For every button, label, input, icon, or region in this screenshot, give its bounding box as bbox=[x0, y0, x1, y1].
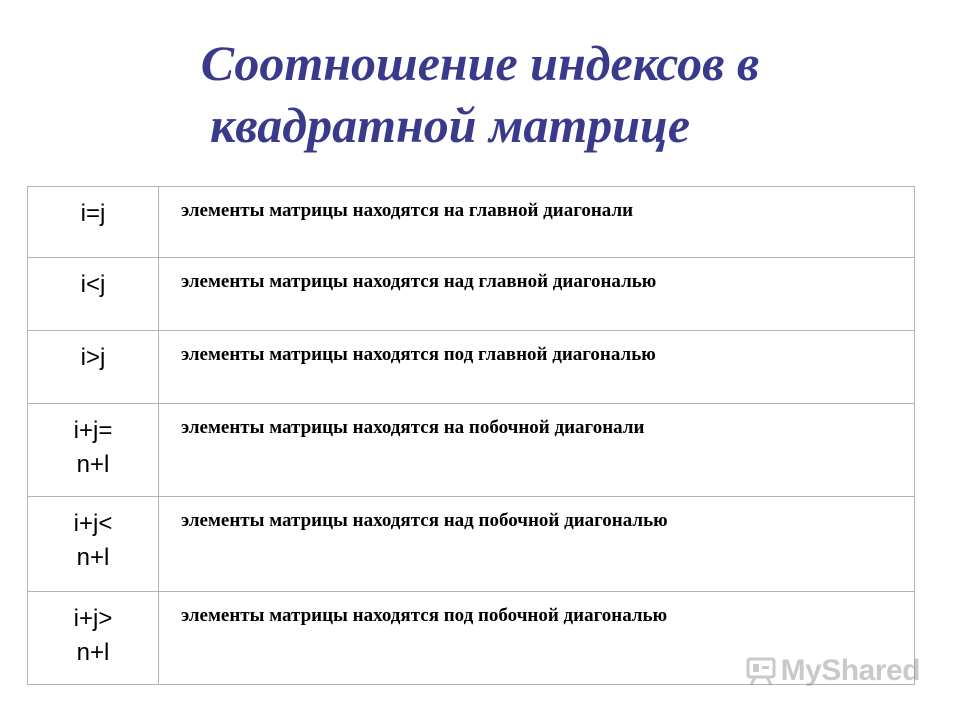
description-cell: элементы матрицы находятся под главной диагональю bbox=[159, 331, 915, 404]
slide-title bbox=[0, 32, 960, 156]
description-cell: элементы матрицы находятся над побочной диагональю bbox=[159, 497, 915, 592]
condition-line-2: n+l bbox=[76, 639, 110, 666]
condition-line-2: n+l bbox=[76, 544, 110, 571]
condition-cell bbox=[28, 592, 159, 685]
myshared-watermark bbox=[745, 654, 920, 688]
title-line-2: квадратной матрице bbox=[209, 97, 691, 153]
description-cell: элементы матрицы находятся под побочной диагональю bbox=[159, 592, 915, 685]
table-row bbox=[28, 187, 915, 258]
condition-cell: i=j bbox=[28, 187, 159, 258]
watermark-text: MyShared bbox=[780, 654, 920, 687]
description-cell: элементы матрицы находятся на главной диагонали bbox=[159, 187, 915, 258]
table-row bbox=[28, 497, 915, 592]
title-line-1: Соотношение индексов в bbox=[200, 35, 760, 91]
presentation-board-icon bbox=[745, 655, 777, 687]
description-cell: элементы матрицы находятся на побочной диагонали bbox=[159, 404, 915, 497]
index-relation-table bbox=[27, 186, 915, 685]
condition-cell bbox=[28, 497, 159, 592]
condition-cell: i>j bbox=[28, 331, 159, 404]
condition-line-1: i+j> bbox=[73, 605, 113, 632]
condition-cell: i<j bbox=[28, 258, 159, 331]
table-row bbox=[28, 258, 915, 331]
condition-line-1: i+j< bbox=[73, 510, 113, 537]
table-row bbox=[28, 404, 915, 497]
description-cell: элементы матрицы находятся над главной диагональю bbox=[159, 258, 915, 331]
condition-line-2: n+l bbox=[76, 451, 110, 478]
condition-cell bbox=[28, 404, 159, 497]
table-row bbox=[28, 331, 915, 404]
condition-line-1: i+j= bbox=[73, 417, 113, 444]
